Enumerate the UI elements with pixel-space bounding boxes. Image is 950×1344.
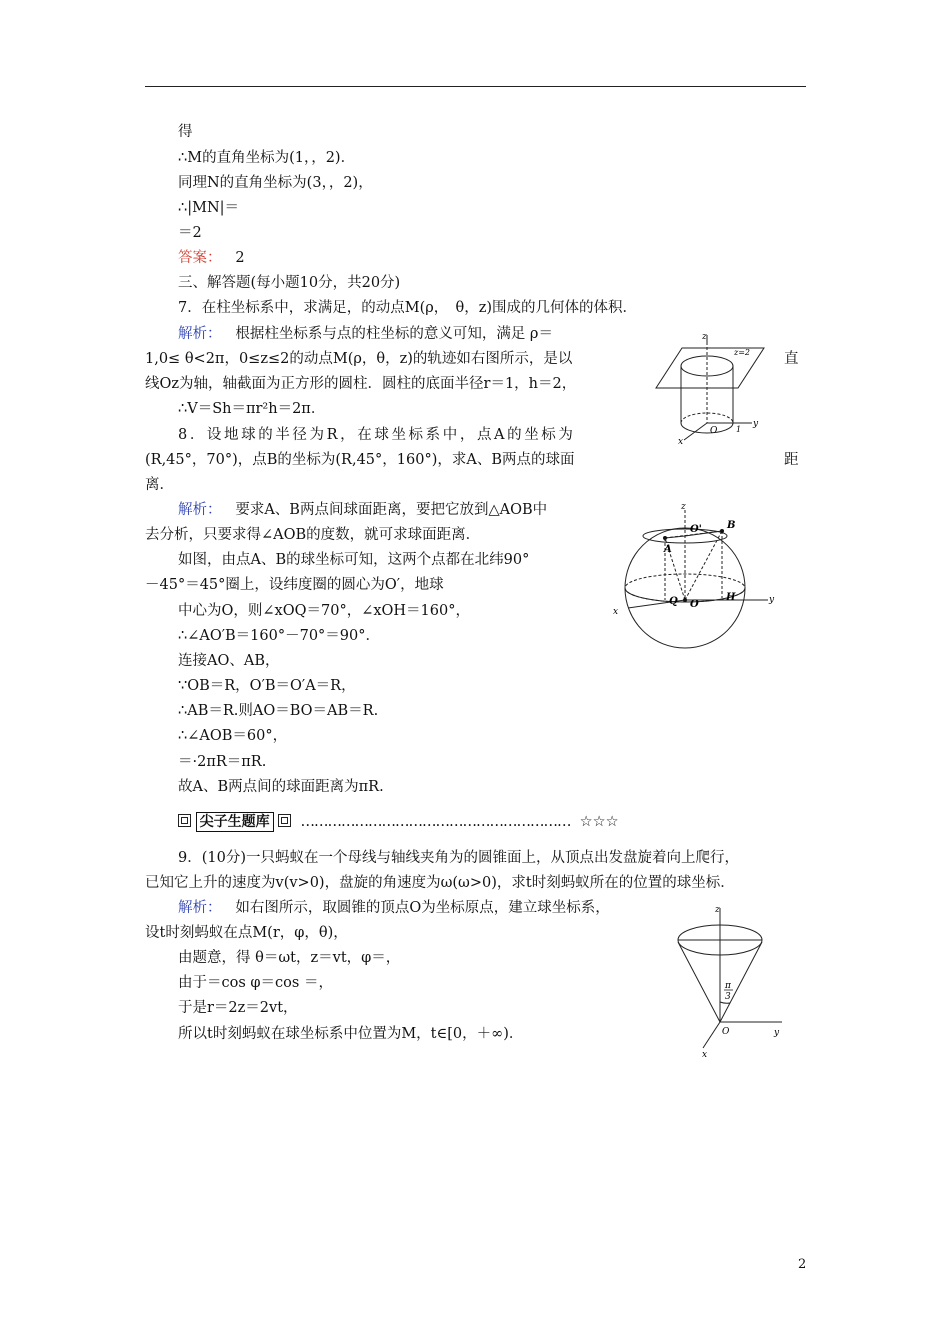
label-a: A: [664, 544, 672, 555]
analysis-label: 解析：: [178, 502, 222, 518]
text-line: 由题意，得 θ＝ωt，z＝vt，φ＝，: [178, 950, 401, 966]
question-9: 9．(10分)一只蚂蚁在一个母线与轴线夹角为的圆锥面上，从顶点出发盘旋着向上爬行，: [178, 850, 739, 866]
text-line: ∴|MN|＝: [178, 200, 240, 216]
answer-value: 2: [235, 250, 245, 266]
cone-left-edge: [678, 942, 720, 1022]
cylinder-bottom-front: [681, 423, 733, 433]
text-line: ∵OB＝R，O′B＝O′A＝R，: [178, 678, 356, 694]
label-y: y: [753, 419, 759, 429]
label-x: x: [678, 437, 684, 447]
analysis-line: [178, 898, 610, 918]
x-axis: [703, 1022, 720, 1048]
text-line: ∴∠AO′B＝160°－70°＝90°．: [178, 628, 381, 644]
text-line: ＝2: [178, 225, 202, 241]
label-origin: O: [722, 1027, 730, 1037]
label-three: 3: [725, 992, 731, 1002]
text-line: ∴V＝Sh＝πr²h＝2π．: [178, 401, 326, 417]
page-number: 2: [798, 1257, 807, 1272]
label-z: z: [702, 332, 707, 342]
text-line: ∴AB＝R.则AO＝BO＝AB＝R.: [178, 703, 379, 719]
text-line: 故A、B两点间的球面距离为πR.: [178, 779, 384, 795]
label-h: H: [726, 592, 736, 603]
text-line: (R,45°，70°)，点B的坐标为(R,45°，160°)，求A、B两点的球面: [145, 452, 575, 468]
segment-OB: [685, 531, 722, 600]
section-dots: ……………………………………………………: [300, 814, 571, 830]
text-line: ∴M的直角坐标为(1，，2)．: [178, 150, 356, 166]
sphere-figure: [608, 500, 783, 652]
question-8: 8．设地球的半径为R，在球坐标系中，点A的坐标为: [178, 427, 576, 443]
text-line: 连接AO、AB，: [178, 653, 280, 669]
question-7: 7．在柱坐标系中，求满足，的动点M(ρ， θ，z)围成的几何体的体积．: [178, 300, 638, 316]
label-x: x: [613, 607, 619, 617]
text-line: 同理N的直角坐标为(3，，2)，: [178, 175, 373, 191]
section-title: 尖子生题库: [196, 812, 274, 832]
text-line-tail: 直: [784, 351, 799, 367]
label-one: 1: [736, 425, 742, 434]
label-b: B: [727, 520, 736, 531]
label-y: y: [769, 595, 775, 605]
text-line: 线Oz为轴，轴截面为正方形的圆柱．圆柱的底面半径r＝1，h＝2，: [145, 376, 577, 392]
analysis-line: [178, 500, 547, 520]
text-line: 去分析，只要求得∠AOB的度数，就可求球面距离．: [145, 527, 481, 543]
analysis-text: 根据柱坐标系与点的柱坐标的意义可知，满足 ρ＝: [235, 326, 553, 342]
cylinder-figure: [652, 330, 772, 448]
text-line: 所以t时刻蚂蚁在球坐标系中位置为M，t∈[0，＋∞)．: [178, 1026, 524, 1042]
header-rule: [145, 86, 806, 87]
label-origin: O: [710, 426, 718, 436]
text-line: 设t时刻蚂蚁在点M(r，φ，θ)，: [145, 925, 348, 941]
answer-line: [178, 248, 245, 268]
label-pi: π: [725, 981, 731, 991]
label-q: Q: [669, 596, 678, 607]
analysis-label: 解析：: [178, 326, 222, 342]
label-x: x: [702, 1050, 708, 1060]
cone-figure: [670, 900, 790, 1060]
text-line-tail: 距: [784, 452, 799, 468]
square-icon: [178, 814, 191, 827]
analysis-line: [178, 324, 553, 344]
text-line: －45°＝45°圈上，设纬度圈的圆心为O′，地球: [145, 577, 444, 593]
section-heading: 三、解答题(每小题10分，共20分): [178, 275, 401, 291]
label-y: y: [774, 1028, 780, 1038]
point-A: [663, 536, 667, 540]
answer-label: 答案：: [178, 250, 222, 266]
text-line: ∴∠AOB＝60°，: [178, 728, 288, 744]
analysis-text: 要求A、B两点间球面距离，要把它放到△AOB中: [235, 502, 548, 518]
text-line: 离．: [145, 477, 174, 493]
point-B: [720, 529, 724, 533]
text-line: 如图，由点A、B的球坐标可知，这两个点都在北纬90°: [178, 552, 530, 568]
label-z: z: [681, 502, 686, 512]
analysis-text: 如右图所示，取圆锥的顶点O为坐标原点，建立球坐标系，: [235, 900, 610, 916]
text-line: 于是r＝2z＝2vt，: [178, 1000, 298, 1016]
label-o: O: [690, 599, 699, 610]
point-O: [683, 598, 687, 602]
star-rating: ☆☆☆: [579, 814, 619, 830]
text-line: 1,0≤ θ<2π，0≤z≤2的动点M(ρ，θ，z)的轨迹如右图所示，是以: [145, 351, 573, 367]
label-o-prime: O': [690, 524, 702, 535]
text-line: 已知它上升的速度为v(v>0)，盘旋的角速度为ω(ω>0)，求t时刻蚂蚁所在的位置的球坐标．: [145, 875, 735, 891]
label-z2: z=2: [734, 348, 751, 357]
x-axis: [684, 423, 707, 440]
text-line: 中心为O，则∠xOQ＝70°，∠xOH＝160°，: [178, 603, 470, 619]
analysis-label: 解析：: [178, 900, 222, 916]
angle-arc: [720, 1002, 730, 1003]
label-z: z: [715, 905, 720, 915]
text-line: 由于＝cos φ＝cos ＝，: [178, 975, 333, 991]
text-line: ＝·2πR＝πR.: [178, 754, 267, 770]
text-line: 得: [178, 124, 193, 140]
square-icon: [278, 814, 291, 827]
section-banner: [178, 812, 619, 832]
